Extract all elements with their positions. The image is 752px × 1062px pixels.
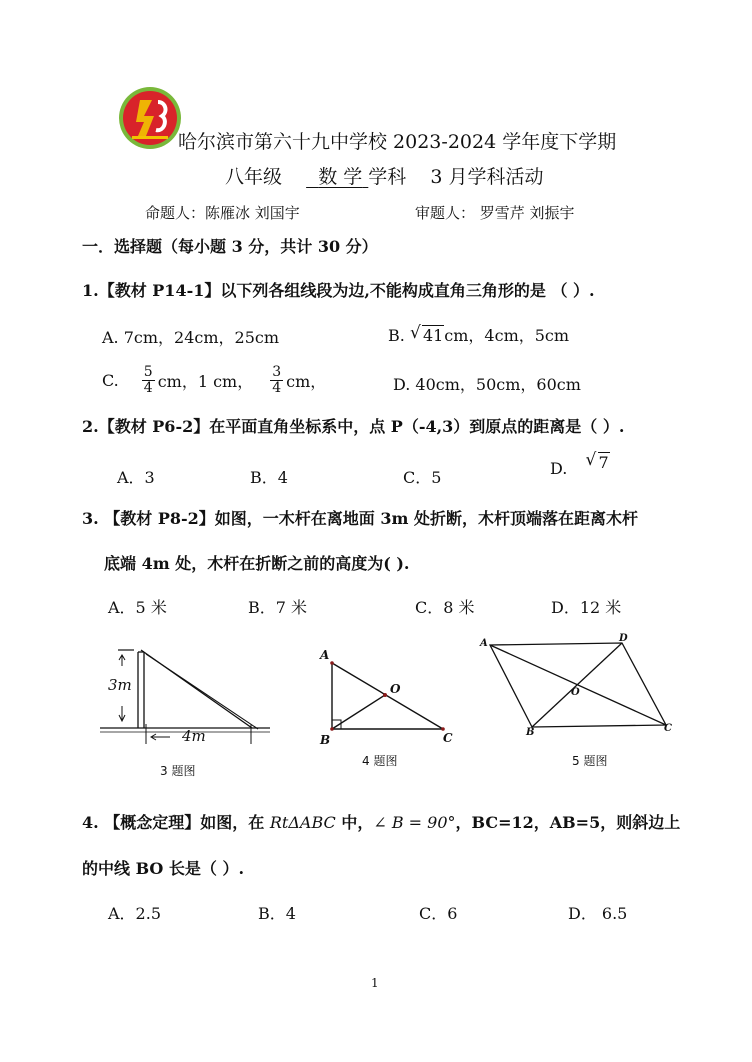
fig5-label-o: O xyxy=(571,687,580,698)
fig3-height-label: 3m xyxy=(108,676,132,694)
fig5-label-b: B xyxy=(526,727,535,738)
q1-option-d: D. 40cm，50cm，60cm xyxy=(393,375,581,394)
fig4-label-b: B xyxy=(320,733,331,747)
q3-option-c: C．8 米 xyxy=(415,598,475,617)
fraction: $\frac{3}{4}$ xyxy=(272,363,282,396)
fraction: $\frac{5}{4}$ xyxy=(143,363,153,396)
q2-option-a: A．3 xyxy=(117,468,155,487)
fig5-label-d: D xyxy=(619,633,628,644)
fig4-label-o: O xyxy=(390,682,401,696)
q3-option-a: A．5 米 xyxy=(108,598,167,617)
fig5-label-c: C xyxy=(664,723,672,734)
q4-option-a: A．2.5 xyxy=(108,904,162,923)
q1-option-a: A. 7cm，24cm，25cm xyxy=(102,328,280,347)
sqrt-symbol: √ 7 xyxy=(585,450,609,472)
subject: 数 学 xyxy=(318,166,363,188)
subject-suffix: 学科 xyxy=(368,166,407,188)
q4-option-c: C．6 xyxy=(419,904,458,923)
question-3-stem-line1: 3. 【教材 P8-2】如图，一木杆在离地面 3m 处折断，木杆顶端落在距离木杆 xyxy=(82,509,638,528)
question-1-stem: 1.【教材 P14-1】以下列各组线段为边,不能构成直角三角形的是 （ ）. xyxy=(82,281,595,300)
sqrt-symbol: √ 41 xyxy=(409,323,444,345)
fig4-caption: 4 题图 xyxy=(362,754,398,768)
question-4-stem-line2: 的中线 BO 长是（ ）. xyxy=(82,859,245,878)
section-heading: 一．选择题（每小题 3 分，共计 30 分） xyxy=(82,237,378,256)
author-label: 命题人：陈雁冰 刘国宇 xyxy=(145,204,300,222)
school-logo xyxy=(118,86,182,150)
fig3-base-label: 4m xyxy=(182,727,206,745)
q3-option-d: D．12 米 xyxy=(551,598,622,617)
page-number: 1 xyxy=(371,976,379,990)
q2-option-d: D. √ 7 xyxy=(550,450,609,478)
reviewer-label: 审题人： 罗雪芹 刘振宇 xyxy=(415,204,575,222)
school-title: 哈尔滨市第六十九中学校 2023-2024 学年度下学期 xyxy=(178,131,617,153)
q4-option-b: B．4 xyxy=(258,904,296,923)
fig5-label-a: A xyxy=(480,638,488,649)
q4-option-d: D． 6.5 xyxy=(568,904,628,923)
q2-option-b: B．4 xyxy=(250,468,288,487)
q3-option-b: B．7 米 xyxy=(248,598,308,617)
question-2-stem: 2.【教材 P6-2】在平面直角坐标系中，点 P（-4,3）到原点的距离是（ ）. xyxy=(82,417,625,436)
grade-subject-line xyxy=(225,162,544,189)
fig4-label-a: A xyxy=(320,648,330,662)
activity: 3 月学科活动 xyxy=(430,166,544,188)
grade: 八年级 xyxy=(225,166,283,188)
fig3-caption: 3 题图 xyxy=(160,764,196,778)
q2-option-c: C．5 xyxy=(403,468,442,487)
q1-option-b: B. √ 41cm，4cm，5cm xyxy=(388,323,570,345)
question-4-stem-line1: 4. 【概念定理】如图，在 RtΔABC 中，∠ B = 90°，BC=12，AB=5，则斜边上 xyxy=(82,813,681,832)
fig5-caption: 5 题图 xyxy=(572,754,608,768)
fig4-label-c: C xyxy=(443,731,453,745)
figure-5 xyxy=(480,635,680,740)
question-3-stem-line2: 底端 4m 处，木杆在折断之前的高度为( ). xyxy=(104,554,410,573)
q1-option-c: C. $\frac{5}{4}$ cm，1 cm， $\frac{3}{4}$ cm， xyxy=(102,363,327,396)
